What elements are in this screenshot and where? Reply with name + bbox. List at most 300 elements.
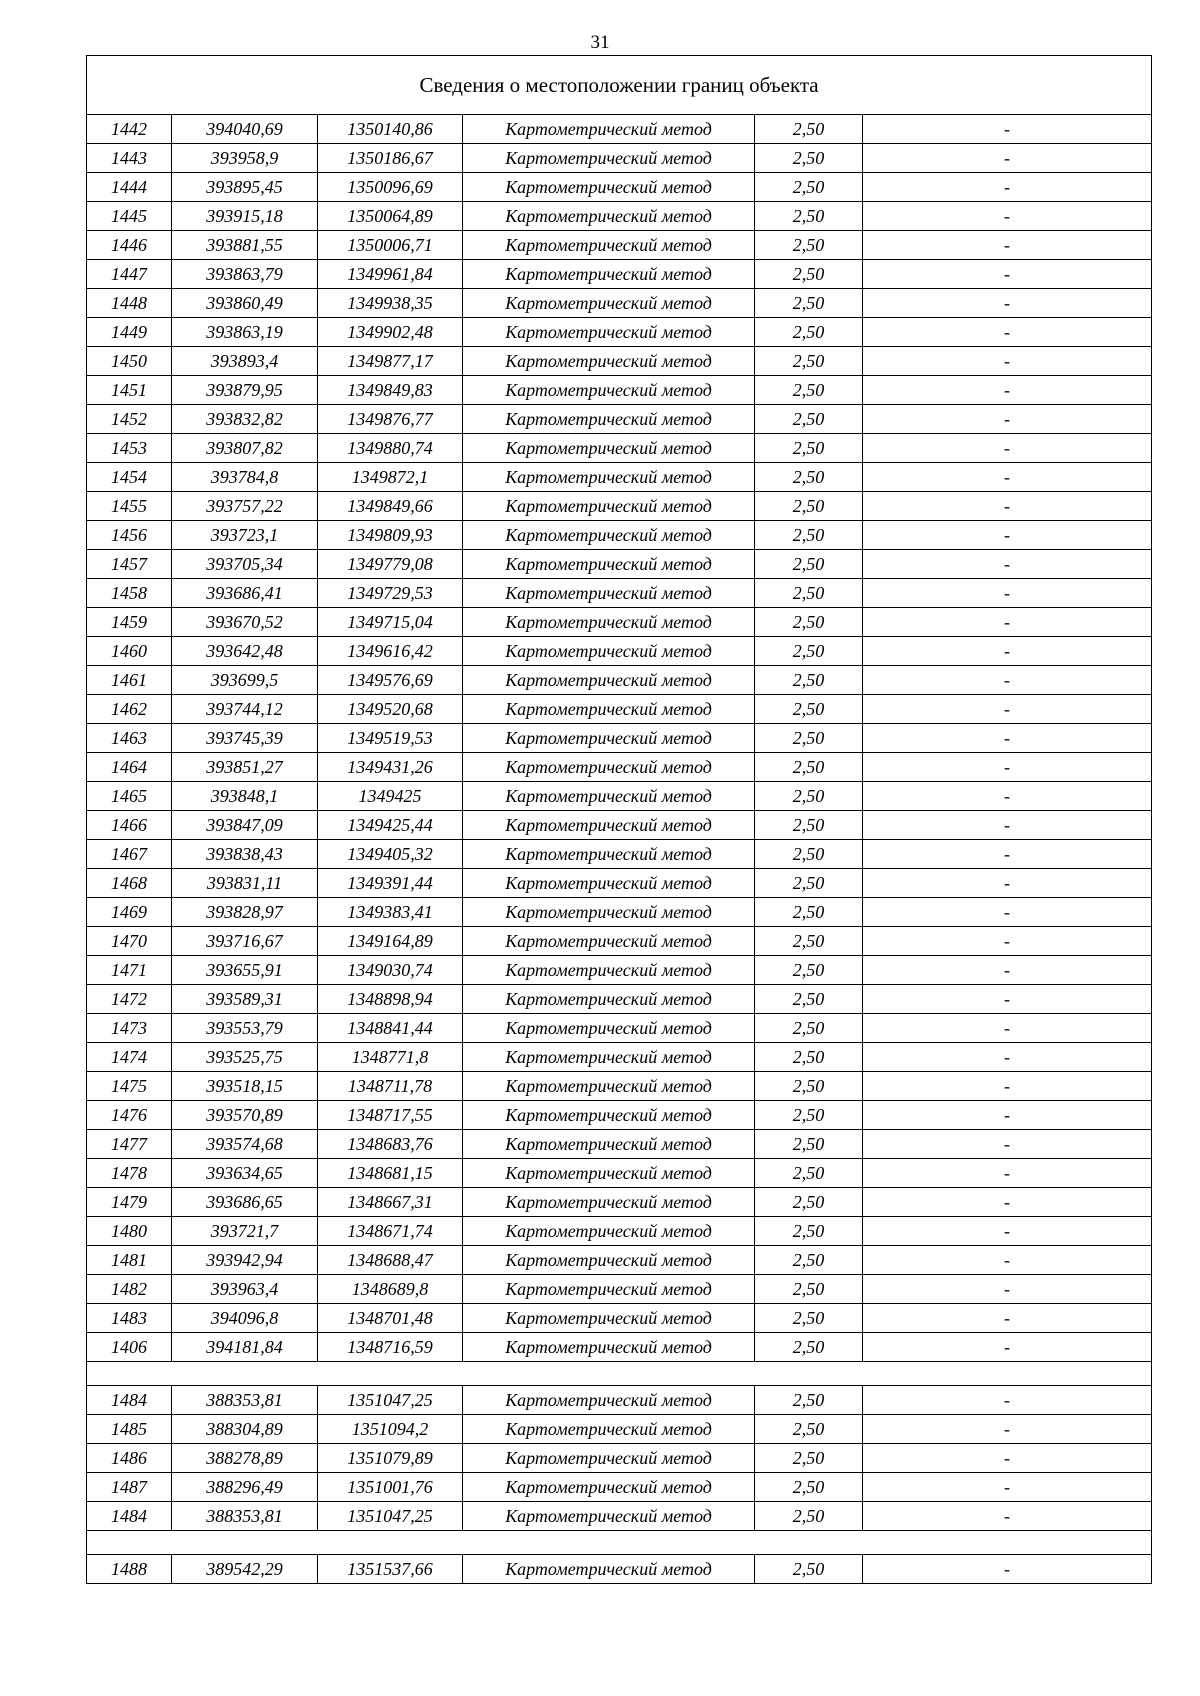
x-coordinate-cell: 393942,94 <box>172 1246 318 1275</box>
method-cell: Картометрический метод <box>463 1188 755 1217</box>
method-cell: Картометрический метод <box>463 376 755 405</box>
x-coordinate-cell: 393879,95 <box>172 376 318 405</box>
description-cell: - <box>863 463 1152 492</box>
x-coordinate-cell: 393570,89 <box>172 1101 318 1130</box>
x-coordinate-cell: 393574,68 <box>172 1130 318 1159</box>
x-coordinate-cell: 393634,65 <box>172 1159 318 1188</box>
y-coordinate-cell: 1349849,66 <box>318 492 463 521</box>
y-coordinate-cell: 1348701,48 <box>318 1304 463 1333</box>
table-row <box>87 1246 1152 1275</box>
description-cell: - <box>863 724 1152 753</box>
accuracy-cell: 2,50 <box>755 840 863 869</box>
point-number-cell: 1482 <box>87 1275 172 1304</box>
description-cell: - <box>863 1333 1152 1362</box>
accuracy-cell: 2,50 <box>755 1159 863 1188</box>
x-coordinate-cell: 393895,45 <box>172 173 318 202</box>
method-cell: Картометрический метод <box>463 463 755 492</box>
x-coordinate-cell: 393963,4 <box>172 1275 318 1304</box>
point-number-cell: 1480 <box>87 1217 172 1246</box>
x-coordinate-cell: 388278,89 <box>172 1444 318 1473</box>
method-cell: Картометрический метод <box>463 811 755 840</box>
x-coordinate-cell: 393832,82 <box>172 405 318 434</box>
boundary-coordinates-table <box>86 55 1152 1584</box>
y-coordinate-cell: 1349902,48 <box>318 318 463 347</box>
y-coordinate-cell: 1350186,67 <box>318 144 463 173</box>
y-coordinate-cell: 1349849,83 <box>318 376 463 405</box>
table-row <box>87 927 1152 956</box>
table-row <box>87 1217 1152 1246</box>
accuracy-cell: 2,50 <box>755 1246 863 1275</box>
point-number-cell: 1458 <box>87 579 172 608</box>
table-title-row <box>87 56 1152 115</box>
accuracy-cell: 2,50 <box>755 869 863 898</box>
point-number-cell: 1472 <box>87 985 172 1014</box>
table-row <box>87 753 1152 782</box>
x-coordinate-cell: 388353,81 <box>172 1502 318 1531</box>
description-cell: - <box>863 115 1152 144</box>
accuracy-cell: 2,50 <box>755 1502 863 1531</box>
description-cell: - <box>863 1555 1152 1584</box>
point-number-cell: 1450 <box>87 347 172 376</box>
x-coordinate-cell: 393863,79 <box>172 260 318 289</box>
accuracy-cell: 2,50 <box>755 811 863 840</box>
point-number-cell: 1479 <box>87 1188 172 1217</box>
point-number-cell: 1465 <box>87 782 172 811</box>
table-row <box>87 1304 1152 1333</box>
y-coordinate-cell: 1349729,53 <box>318 579 463 608</box>
point-number-cell: 1473 <box>87 1014 172 1043</box>
point-number-cell: 1483 <box>87 1304 172 1333</box>
table-row <box>87 492 1152 521</box>
method-cell: Картометрический метод <box>463 927 755 956</box>
method-cell: Картометрический метод <box>463 521 755 550</box>
x-coordinate-cell: 393518,15 <box>172 1072 318 1101</box>
table-row <box>87 1188 1152 1217</box>
point-number-cell: 1488 <box>87 1555 172 1584</box>
table-row <box>87 1502 1152 1531</box>
table-row <box>87 173 1152 202</box>
accuracy-cell: 2,50 <box>755 1072 863 1101</box>
table-row <box>87 521 1152 550</box>
table-row <box>87 1444 1152 1473</box>
x-coordinate-cell: 393721,7 <box>172 1217 318 1246</box>
method-cell: Картометрический метод <box>463 1555 755 1584</box>
method-cell: Картометрический метод <box>463 1014 755 1043</box>
y-coordinate-cell: 1349391,44 <box>318 869 463 898</box>
point-number-cell: 1468 <box>87 869 172 898</box>
x-coordinate-cell: 393831,11 <box>172 869 318 898</box>
x-coordinate-cell: 393893,4 <box>172 347 318 376</box>
description-cell: - <box>863 1101 1152 1130</box>
x-coordinate-cell: 393757,22 <box>172 492 318 521</box>
description-cell: - <box>863 173 1152 202</box>
x-coordinate-cell: 393745,39 <box>172 724 318 753</box>
point-number-cell: 1486 <box>87 1444 172 1473</box>
accuracy-cell: 2,50 <box>755 1188 863 1217</box>
description-cell: - <box>863 144 1152 173</box>
method-cell: Картометрический метод <box>463 1159 755 1188</box>
y-coordinate-cell: 1349425 <box>318 782 463 811</box>
description-cell: - <box>863 550 1152 579</box>
description-cell: - <box>863 521 1152 550</box>
point-number-cell: 1471 <box>87 956 172 985</box>
table-row <box>87 405 1152 434</box>
x-coordinate-cell: 393655,91 <box>172 956 318 985</box>
table-row <box>87 463 1152 492</box>
point-number-cell: 1406 <box>87 1333 172 1362</box>
y-coordinate-cell: 1348671,74 <box>318 1217 463 1246</box>
x-coordinate-cell: 388353,81 <box>172 1386 318 1415</box>
method-cell: Картометрический метод <box>463 1473 755 1502</box>
description-cell: - <box>863 260 1152 289</box>
method-cell: Картометрический метод <box>463 840 755 869</box>
table-row <box>87 608 1152 637</box>
y-coordinate-cell: 1349715,04 <box>318 608 463 637</box>
point-number-cell: 1477 <box>87 1130 172 1159</box>
description-cell: - <box>863 492 1152 521</box>
method-cell: Картометрический метод <box>463 1217 755 1246</box>
table-row <box>87 956 1152 985</box>
method-cell: Картометрический метод <box>463 608 755 637</box>
x-coordinate-cell: 393705,34 <box>172 550 318 579</box>
accuracy-cell: 2,50 <box>755 521 863 550</box>
x-coordinate-cell: 394096,8 <box>172 1304 318 1333</box>
y-coordinate-cell: 1349519,53 <box>318 724 463 753</box>
table-row <box>87 1415 1152 1444</box>
x-coordinate-cell: 393784,8 <box>172 463 318 492</box>
x-coordinate-cell: 394040,69 <box>172 115 318 144</box>
x-coordinate-cell: 389542,29 <box>172 1555 318 1584</box>
y-coordinate-cell: 1349405,32 <box>318 840 463 869</box>
y-coordinate-cell: 1349425,44 <box>318 811 463 840</box>
point-number-cell: 1456 <box>87 521 172 550</box>
y-coordinate-cell: 1351001,76 <box>318 1473 463 1502</box>
table-row <box>87 115 1152 144</box>
table-row <box>87 1043 1152 1072</box>
accuracy-cell: 2,50 <box>755 579 863 608</box>
y-coordinate-cell: 1349877,17 <box>318 347 463 376</box>
accuracy-cell: 2,50 <box>755 318 863 347</box>
x-coordinate-cell: 388304,89 <box>172 1415 318 1444</box>
table-row <box>87 869 1152 898</box>
method-cell: Картометрический метод <box>463 985 755 1014</box>
description-cell: - <box>863 1188 1152 1217</box>
table-row <box>87 579 1152 608</box>
y-coordinate-cell: 1350006,71 <box>318 231 463 260</box>
y-coordinate-cell: 1348717,55 <box>318 1101 463 1130</box>
method-cell: Картометрический метод <box>463 1043 755 1072</box>
y-coordinate-cell: 1348667,31 <box>318 1188 463 1217</box>
table-row <box>87 202 1152 231</box>
x-coordinate-cell: 394181,84 <box>172 1333 318 1362</box>
accuracy-cell: 2,50 <box>755 753 863 782</box>
contour-separator-row <box>87 1531 1152 1555</box>
description-cell: - <box>863 927 1152 956</box>
point-number-cell: 1454 <box>87 463 172 492</box>
x-coordinate-cell: 393915,18 <box>172 202 318 231</box>
table-row <box>87 1555 1152 1584</box>
y-coordinate-cell: 1348771,8 <box>318 1043 463 1072</box>
description-cell: - <box>863 405 1152 434</box>
method-cell: Картометрический метод <box>463 1415 755 1444</box>
x-coordinate-cell: 393686,41 <box>172 579 318 608</box>
description-cell: - <box>863 695 1152 724</box>
y-coordinate-cell: 1349779,08 <box>318 550 463 579</box>
point-number-cell: 1464 <box>87 753 172 782</box>
method-cell: Картометрический метод <box>463 550 755 579</box>
method-cell: Картометрический метод <box>463 695 755 724</box>
point-number-cell: 1449 <box>87 318 172 347</box>
description-cell: - <box>863 1014 1152 1043</box>
point-number-cell: 1487 <box>87 1473 172 1502</box>
table-row <box>87 1275 1152 1304</box>
y-coordinate-cell: 1351047,25 <box>318 1502 463 1531</box>
method-cell: Картометрический метод <box>463 173 755 202</box>
method-cell: Картометрический метод <box>463 637 755 666</box>
y-coordinate-cell: 1349164,89 <box>318 927 463 956</box>
point-number-cell: 1444 <box>87 173 172 202</box>
table-title: Сведения о местоположении границ объекта <box>87 56 1152 115</box>
accuracy-cell: 2,50 <box>755 637 863 666</box>
method-cell: Картометрический метод <box>463 1101 755 1130</box>
description-cell: - <box>863 753 1152 782</box>
point-number-cell: 1461 <box>87 666 172 695</box>
method-cell: Картометрический метод <box>463 260 755 289</box>
table-row <box>87 1333 1152 1362</box>
table-row <box>87 376 1152 405</box>
contour-separator-cell <box>87 1531 1152 1555</box>
description-cell: - <box>863 579 1152 608</box>
accuracy-cell: 2,50 <box>755 376 863 405</box>
point-number-cell: 1457 <box>87 550 172 579</box>
accuracy-cell: 2,50 <box>755 1386 863 1415</box>
description-cell: - <box>863 1275 1152 1304</box>
y-coordinate-cell: 1348689,8 <box>318 1275 463 1304</box>
y-coordinate-cell: 1348683,76 <box>318 1130 463 1159</box>
table-body <box>87 56 1152 1584</box>
point-number-cell: 1447 <box>87 260 172 289</box>
table-row <box>87 231 1152 260</box>
method-cell: Картометрический метод <box>463 318 755 347</box>
method-cell: Картометрический метод <box>463 289 755 318</box>
description-cell: - <box>863 289 1152 318</box>
point-number-cell: 1452 <box>87 405 172 434</box>
accuracy-cell: 2,50 <box>755 550 863 579</box>
description-cell: - <box>863 1072 1152 1101</box>
table-row <box>87 347 1152 376</box>
table-row <box>87 898 1152 927</box>
accuracy-cell: 2,50 <box>755 927 863 956</box>
description-cell: - <box>863 666 1152 695</box>
accuracy-cell: 2,50 <box>755 115 863 144</box>
method-cell: Картометрический метод <box>463 1275 755 1304</box>
description-cell: - <box>863 1473 1152 1502</box>
x-coordinate-cell: 393847,09 <box>172 811 318 840</box>
table-row <box>87 782 1152 811</box>
accuracy-cell: 2,50 <box>755 724 863 753</box>
accuracy-cell: 2,50 <box>755 1275 863 1304</box>
table-row <box>87 724 1152 753</box>
point-number-cell: 1446 <box>87 231 172 260</box>
point-number-cell: 1453 <box>87 434 172 463</box>
description-cell: - <box>863 1415 1152 1444</box>
description-cell: - <box>863 1502 1152 1531</box>
method-cell: Картометрический метод <box>463 434 755 463</box>
accuracy-cell: 2,50 <box>755 1304 863 1333</box>
x-coordinate-cell: 393881,55 <box>172 231 318 260</box>
table-row <box>87 666 1152 695</box>
description-cell: - <box>863 608 1152 637</box>
contour-separator-row <box>87 1362 1152 1386</box>
y-coordinate-cell: 1349520,68 <box>318 695 463 724</box>
y-coordinate-cell: 1349030,74 <box>318 956 463 985</box>
method-cell: Картометрический метод <box>463 1072 755 1101</box>
table-row <box>87 260 1152 289</box>
description-cell: - <box>863 231 1152 260</box>
accuracy-cell: 2,50 <box>755 463 863 492</box>
y-coordinate-cell: 1348841,44 <box>318 1014 463 1043</box>
point-number-cell: 1443 <box>87 144 172 173</box>
contour-separator-cell <box>87 1362 1152 1386</box>
y-coordinate-cell: 1351079,89 <box>318 1444 463 1473</box>
point-number-cell: 1478 <box>87 1159 172 1188</box>
y-coordinate-cell: 1349880,74 <box>318 434 463 463</box>
description-cell: - <box>863 1246 1152 1275</box>
y-coordinate-cell: 1349809,93 <box>318 521 463 550</box>
x-coordinate-cell: 393642,48 <box>172 637 318 666</box>
x-coordinate-cell: 393723,1 <box>172 521 318 550</box>
y-coordinate-cell: 1349876,77 <box>318 405 463 434</box>
description-cell: - <box>863 956 1152 985</box>
description-cell: - <box>863 1043 1152 1072</box>
table-row <box>87 1159 1152 1188</box>
accuracy-cell: 2,50 <box>755 1555 863 1584</box>
point-number-cell: 1460 <box>87 637 172 666</box>
y-coordinate-cell: 1349616,42 <box>318 637 463 666</box>
table-row <box>87 1473 1152 1502</box>
method-cell: Картометрический метод <box>463 202 755 231</box>
y-coordinate-cell: 1348716,59 <box>318 1333 463 1362</box>
method-cell: Картометрический метод <box>463 144 755 173</box>
description-cell: - <box>863 1304 1152 1333</box>
description-cell: - <box>863 347 1152 376</box>
y-coordinate-cell: 1351094,2 <box>318 1415 463 1444</box>
accuracy-cell: 2,50 <box>755 956 863 985</box>
y-coordinate-cell: 1351537,66 <box>318 1555 463 1584</box>
accuracy-cell: 2,50 <box>755 231 863 260</box>
description-cell: - <box>863 318 1152 347</box>
method-cell: Картометрический метод <box>463 869 755 898</box>
table-row <box>87 840 1152 869</box>
table-row <box>87 1014 1152 1043</box>
method-cell: Картометрический метод <box>463 1333 755 1362</box>
accuracy-cell: 2,50 <box>755 260 863 289</box>
table-row <box>87 637 1152 666</box>
x-coordinate-cell: 393848,1 <box>172 782 318 811</box>
x-coordinate-cell: 393716,67 <box>172 927 318 956</box>
method-cell: Картометрический метод <box>463 666 755 695</box>
point-number-cell: 1448 <box>87 289 172 318</box>
description-cell: - <box>863 898 1152 927</box>
description-cell: - <box>863 202 1152 231</box>
point-number-cell: 1442 <box>87 115 172 144</box>
description-cell: - <box>863 1217 1152 1246</box>
table-row <box>87 550 1152 579</box>
x-coordinate-cell: 393838,43 <box>172 840 318 869</box>
accuracy-cell: 2,50 <box>755 985 863 1014</box>
table-row <box>87 1386 1152 1415</box>
x-coordinate-cell: 393699,5 <box>172 666 318 695</box>
y-coordinate-cell: 1349961,84 <box>318 260 463 289</box>
x-coordinate-cell: 393958,9 <box>172 144 318 173</box>
method-cell: Картометрический метод <box>463 1502 755 1531</box>
accuracy-cell: 2,50 <box>755 695 863 724</box>
method-cell: Картометрический метод <box>463 115 755 144</box>
y-coordinate-cell: 1348688,47 <box>318 1246 463 1275</box>
y-coordinate-cell: 1350140,86 <box>318 115 463 144</box>
page-number: 31 <box>590 32 610 53</box>
description-cell: - <box>863 637 1152 666</box>
method-cell: Картометрический метод <box>463 1246 755 1275</box>
accuracy-cell: 2,50 <box>755 1333 863 1362</box>
method-cell: Картометрический метод <box>463 1130 755 1159</box>
x-coordinate-cell: 393670,52 <box>172 608 318 637</box>
x-coordinate-cell: 393553,79 <box>172 1014 318 1043</box>
description-cell: - <box>863 1386 1152 1415</box>
point-number-cell: 1459 <box>87 608 172 637</box>
point-number-cell: 1455 <box>87 492 172 521</box>
method-cell: Картометрический метод <box>463 231 755 260</box>
y-coordinate-cell: 1349383,41 <box>318 898 463 927</box>
table-row <box>87 1101 1152 1130</box>
x-coordinate-cell: 393744,12 <box>172 695 318 724</box>
method-cell: Картометрический метод <box>463 405 755 434</box>
point-number-cell: 1474 <box>87 1043 172 1072</box>
method-cell: Картометрический метод <box>463 753 755 782</box>
y-coordinate-cell: 1350096,69 <box>318 173 463 202</box>
y-coordinate-cell: 1348898,94 <box>318 985 463 1014</box>
table-row <box>87 695 1152 724</box>
table-row <box>87 144 1152 173</box>
method-cell: Картометрический метод <box>463 782 755 811</box>
method-cell: Картометрический метод <box>463 1386 755 1415</box>
y-coordinate-cell: 1348681,15 <box>318 1159 463 1188</box>
x-coordinate-cell: 393863,19 <box>172 318 318 347</box>
x-coordinate-cell: 393807,82 <box>172 434 318 463</box>
x-coordinate-cell: 393525,75 <box>172 1043 318 1072</box>
accuracy-cell: 2,50 <box>755 144 863 173</box>
point-number-cell: 1466 <box>87 811 172 840</box>
point-number-cell: 1484 <box>87 1386 172 1415</box>
point-number-cell: 1476 <box>87 1101 172 1130</box>
point-number-cell: 1484 <box>87 1502 172 1531</box>
y-coordinate-cell: 1349431,26 <box>318 753 463 782</box>
accuracy-cell: 2,50 <box>755 347 863 376</box>
table-row <box>87 1072 1152 1101</box>
y-coordinate-cell: 1349576,69 <box>318 666 463 695</box>
x-coordinate-cell: 393828,97 <box>172 898 318 927</box>
y-coordinate-cell: 1349872,1 <box>318 463 463 492</box>
point-number-cell: 1467 <box>87 840 172 869</box>
description-cell: - <box>863 1130 1152 1159</box>
table-row <box>87 811 1152 840</box>
accuracy-cell: 2,50 <box>755 202 863 231</box>
accuracy-cell: 2,50 <box>755 782 863 811</box>
accuracy-cell: 2,50 <box>755 492 863 521</box>
x-coordinate-cell: 393686,65 <box>172 1188 318 1217</box>
accuracy-cell: 2,50 <box>755 173 863 202</box>
x-coordinate-cell: 393860,49 <box>172 289 318 318</box>
